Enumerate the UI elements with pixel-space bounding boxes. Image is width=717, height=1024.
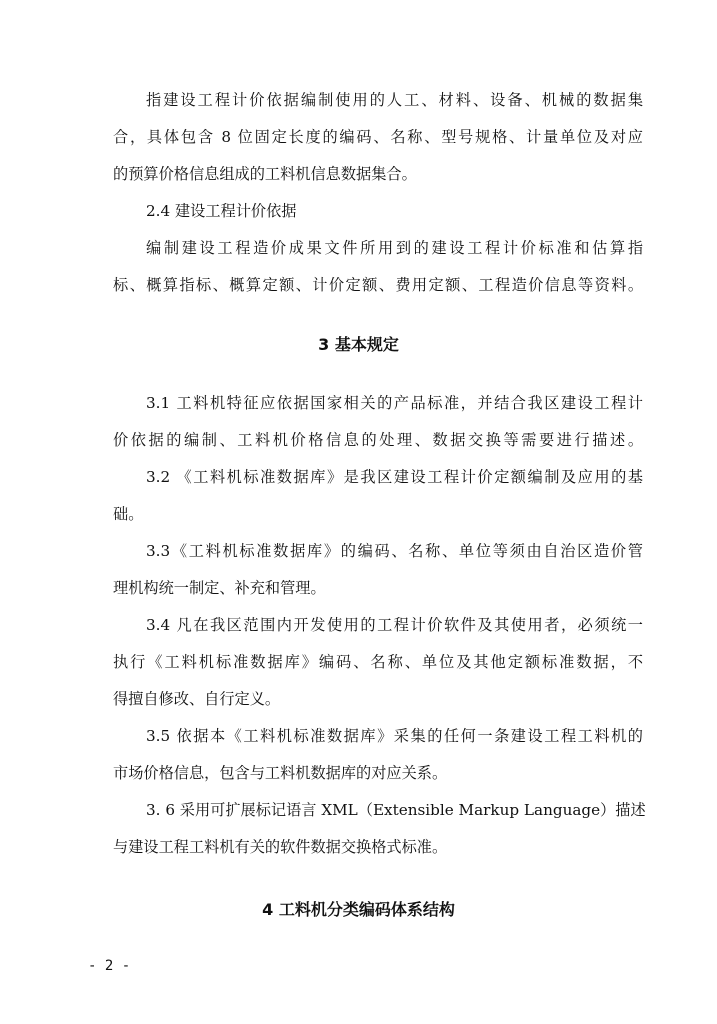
paragraph-line: 市场价格信息，包含与工料机数据库的对应关系。: [113, 764, 448, 782]
paragraph-line: 3.1 工料机特征应依据国家相关的产品标准，并结合我区建设工程计: [146, 394, 643, 412]
section-title: 2.4 建设工程计价依据: [146, 202, 297, 220]
paragraph-line: 与建设工程工料机有关的软件数据交换格式标准。: [113, 838, 448, 856]
paragraph-line: 3.3《工料机标准数据库》的编码、名称、单位等须由自治区造价管: [146, 542, 643, 560]
chapter-heading: 3 基本规定: [318, 335, 399, 354]
paragraph-line: 得擅自修改、自行定义。: [113, 690, 281, 708]
paragraph-line: 理机构统一制定、补充和管理。: [113, 579, 326, 597]
paragraph-line: 3.2 《工料机标准数据库》是我区建设工程计价定额编制及应用的基: [146, 468, 643, 486]
page-number: - 2 -: [88, 958, 131, 974]
paragraph-line: 合，具体包含 8 位固定长度的编码、名称、型号规格、计量单位及对应: [113, 128, 643, 146]
paragraph-line: 编制建设工程造价成果文件所用到的建设工程计价标准和估算指: [146, 239, 643, 257]
paragraph-line: 标、概算指标、概算定额、计价定额、费用定额、工程造价信息等资料。: [113, 276, 643, 294]
paragraph-line: 3. 6 采用可扩展标记语言 XML（Extensible Markup Language）描述: [146, 801, 646, 819]
paragraph-line: 价依据的编制、工料机价格信息的处理、数据交换等需要进行描述。: [113, 431, 643, 449]
paragraph-line: 3.4 凡在我区范围内开发使用的工程计价软件及其使用者，必须统一: [146, 616, 643, 634]
chapter-heading: 4 工料机分类编码体系结构: [262, 900, 455, 919]
paragraph-line: 3.5 依据本《工料机标准数据库》采集的任何一条建设工程工料机的: [146, 727, 643, 745]
paragraph-line: 执行《工料机标准数据库》编码、名称、单位及其他定额标准数据，不: [113, 653, 643, 671]
paragraph-line: 础。: [113, 505, 144, 523]
paragraph-line: 指建设工程计价依据编制使用的人工、材料、设备、机械的数据集: [146, 91, 643, 109]
paragraph-line: 的预算价格信息组成的工料机信息数据集合。: [113, 165, 417, 183]
